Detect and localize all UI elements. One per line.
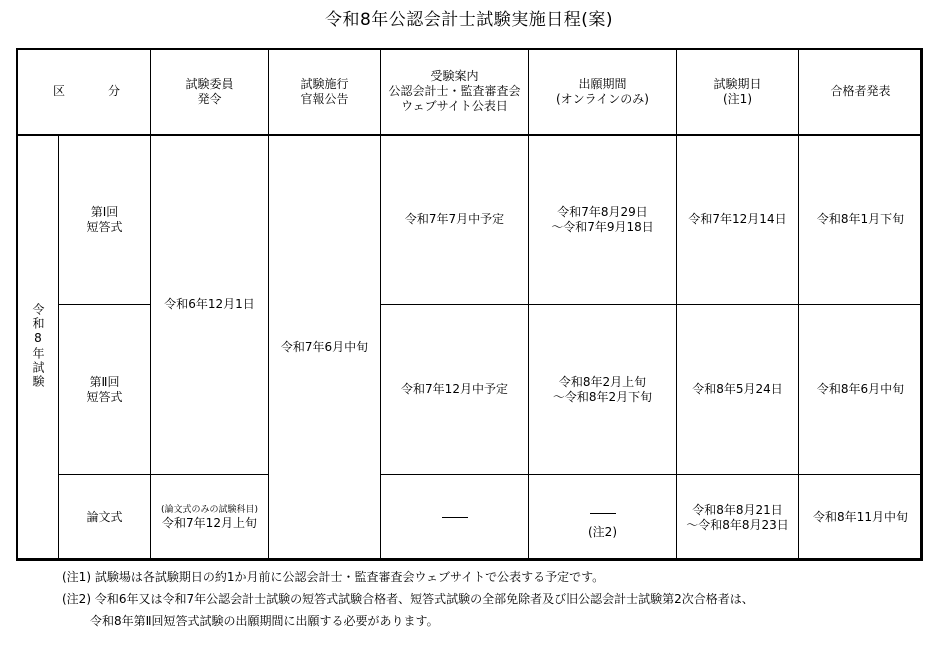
header-category (17, 49, 151, 135)
header-results-line1: 合格者発表 (830, 84, 891, 98)
header-exam-date (677, 49, 799, 135)
footnote-2-line2: 令和8年第Ⅱ回短答式試験の出願期間に出願する必要があります。 (90, 614, 439, 628)
header-guide-line2: 公認会計士・監査審査会 (388, 84, 521, 98)
row3-exam-date (677, 475, 799, 561)
header-guide-line3: ウェブサイト公表日 (401, 99, 508, 113)
year-label: 令和8年試験 (31, 302, 45, 389)
header-committee (151, 49, 269, 135)
header-official-gazette (269, 49, 381, 135)
schedule-table (16, 48, 923, 561)
committee-date: 令和6年12月1日 (164, 297, 255, 311)
row1-exam-date (677, 135, 799, 305)
header-gazette-line1: 試験施行 (300, 76, 349, 91)
header-exam-date-line2: (注1) (723, 91, 752, 106)
year-label-cell (17, 135, 59, 561)
footnote-1: (注1) 試験場は各試験期日の約1か月前に公認会計士・監査審査会ウェブサイトで公表する予定です。 (62, 570, 605, 584)
row2-results (799, 305, 923, 475)
row1-label-line2: 短答式 (86, 219, 123, 234)
row1-results (799, 135, 923, 305)
row1-results-text: 令和8年1月下旬 (816, 212, 905, 226)
row2-results-text: 令和8年6月中旬 (816, 382, 905, 396)
table-row (17, 475, 923, 561)
row1-label-line1: 第Ⅰ回 (90, 204, 119, 219)
footnotes (62, 566, 754, 632)
row2-application-line1: 令和8年2月上旬 (558, 374, 647, 389)
row1-label (59, 135, 151, 305)
row2-guide (381, 305, 529, 475)
header-application-line1: 出願期間 (578, 76, 627, 91)
row2-label-line1: 第Ⅱ回 (89, 374, 120, 389)
gazette-date: 令和7年6月中旬 (280, 340, 369, 354)
row3-guide (381, 475, 529, 561)
row3-application-note: (注2) (588, 524, 617, 539)
row3-label (59, 475, 151, 561)
row1-application-line1: 令和7年8月29日 (557, 204, 648, 219)
row3-committee-note: (論文式のみの試験科目) (160, 505, 259, 515)
header-category-part2: 分 (107, 84, 120, 98)
row2-application-line2: ～令和8年2月下旬 (552, 389, 653, 404)
header-guide-line1: 受験案内 (430, 69, 479, 83)
header-application (529, 49, 677, 135)
row3-results-text: 令和8年11月中旬 (813, 510, 908, 524)
row3-exam-date-line2: ～令和8年8月23日 (686, 517, 789, 532)
row3-results (799, 475, 923, 561)
page-title: 令和8年公認会計士試験実施日程(案) (324, 10, 614, 30)
row2-label-line2: 短答式 (86, 389, 123, 404)
row2-application (529, 305, 677, 475)
row2-label (59, 305, 151, 475)
row3-exam-date-line1: 令和8年8月21日 (692, 502, 783, 517)
row1-exam-date-text: 令和7年12月14日 (688, 212, 787, 226)
row2-exam-date-text: 令和8年5月24日 (692, 382, 783, 396)
header-committee-line1: 試験委員 (185, 76, 234, 91)
committee-cell (151, 135, 269, 475)
dash-mark (590, 513, 616, 514)
header-gazette-line2: 官報公告 (300, 91, 349, 106)
row1-application-line2: ～令和7年9月18日 (551, 219, 654, 234)
gazette-cell (269, 135, 381, 561)
row1-guide (381, 135, 529, 305)
row1-application (529, 135, 677, 305)
row2-guide-text: 令和7年12月中予定 (401, 382, 508, 396)
footnote-2-line1: (注2) 令和6年又は令和7年公認会計士試験の短答式試験合格者、短答式試験の全部免除者及び旧公認会計士試験第2次合格者は、 (62, 592, 754, 606)
header-category-part1: 区 (53, 84, 66, 98)
header-application-line2: (オンラインのみ) (555, 91, 649, 106)
row3-committee-date: 令和7年12月上旬 (162, 516, 257, 530)
row3-label-text: 論文式 (86, 510, 123, 524)
row3-committee (151, 475, 269, 561)
header-guide (381, 49, 529, 135)
dash-mark (442, 517, 468, 518)
row1-guide-text: 令和7年7月中予定 (404, 212, 505, 226)
header-committee-line2: 発令 (197, 91, 222, 106)
header-exam-date-line1: 試験期日 (713, 76, 762, 91)
header-row (17, 49, 923, 135)
header-results (799, 49, 923, 135)
row3-application (529, 475, 677, 561)
row2-exam-date (677, 305, 799, 475)
table-row (17, 135, 923, 305)
